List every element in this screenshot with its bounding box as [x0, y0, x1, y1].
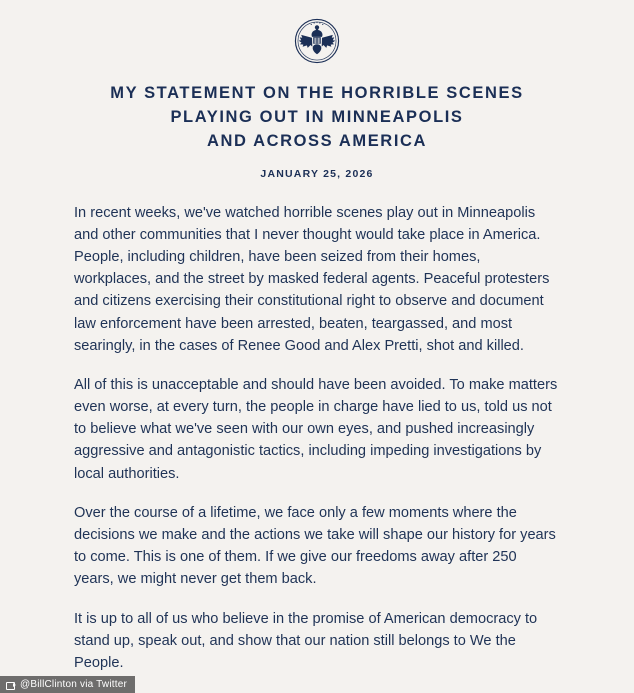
title-line-3: AND ACROSS AMERICA	[206, 131, 428, 150]
seal-container	[74, 18, 560, 64]
credit-text: @BillClinton via Twitter	[20, 679, 128, 690]
statement-body	[74, 202, 560, 674]
page-title	[74, 82, 560, 154]
paragraph: In recent weeks, we've watched horrible scenes play out in Minneapolis and other communities that I never thought would take place in America. People, including children, have been seized from their homes, workplaces, and the street by masked federal agents. Peaceful protesters and citizens exercising their constitutional right to observe and document law enforcement have been arrested, beaten, teargassed, and most searingly, in the cases of Renee Good and Alex Pretti, shot and killed.	[74, 204, 550, 354]
paragraph: It is up to all of us who believe in the promise of American democracy to stand up, speak out, and show that our nation still belongs to We the People.	[74, 610, 538, 671]
paragraph: All of this is unacceptable and should have been avoided. To make matters even worse, at every turn, the people in charge have lied to us, told us not to believe what we've seen with our own eyes, and pushed increasingly aggressive and antagonistic tactics, including impeding investigations by local authorities.	[74, 376, 558, 482]
camera-icon	[6, 681, 16, 689]
source-credit	[0, 676, 135, 693]
title-line-2: PLAYING OUT IN MINNEAPOLIS	[170, 107, 464, 126]
statement-date: JANUARY 25, 2026	[260, 167, 374, 180]
paragraph: Over the course of a lifetime, we face only a few moments where the decisions we make and the actions we take will shape our history for years to come. This is one of them. If we give our freedoms away after 250 years, we might never get them back.	[74, 504, 556, 588]
title-line-1: MY STATEMENT ON THE HORRIBLE SCENES	[110, 84, 524, 102]
us-presidential-seal-icon	[294, 18, 340, 64]
